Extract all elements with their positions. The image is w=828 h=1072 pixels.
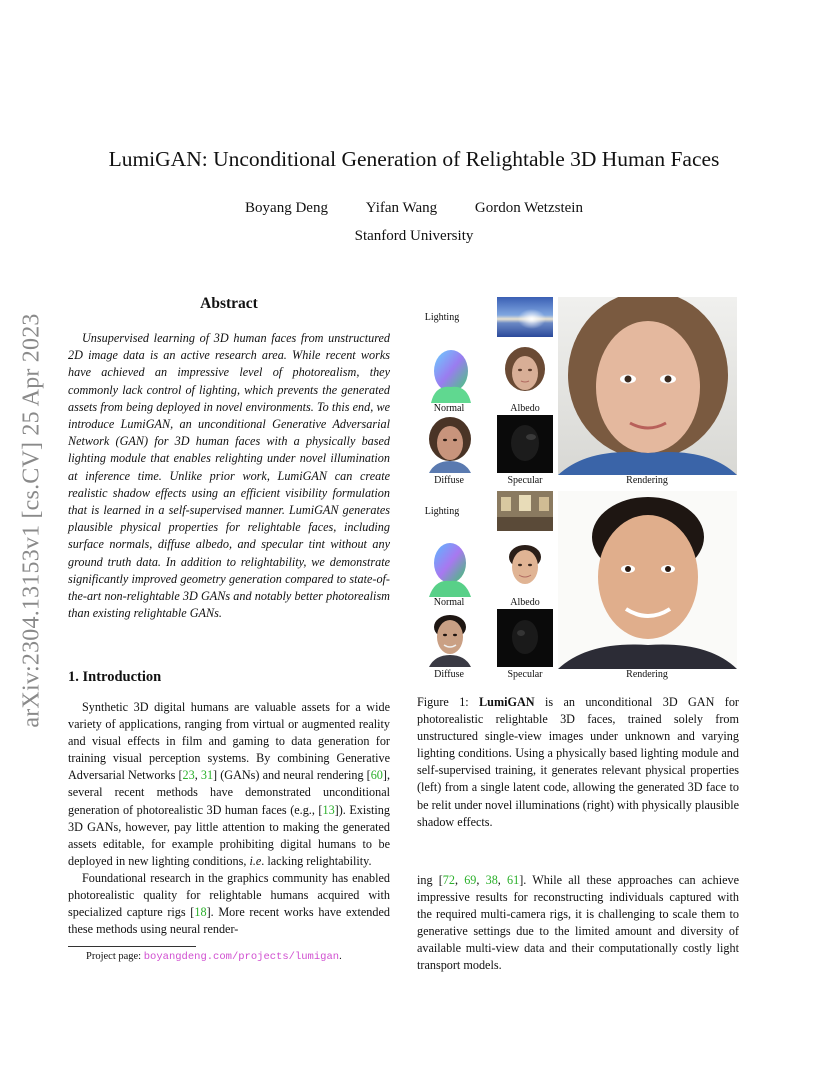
label-albedo-top: Albedo	[510, 403, 540, 414]
diffuse-map-bottom	[421, 609, 479, 667]
citation-link[interactable]: 60	[370, 768, 383, 783]
author-list	[0, 200, 828, 217]
albedo-map-top	[497, 345, 553, 403]
citation-link[interactable]: 38	[485, 873, 498, 887]
intro-body	[68, 699, 390, 938]
rendering-top	[558, 297, 737, 475]
label-specular-bottom: Specular	[507, 669, 543, 680]
citation-link[interactable]: 72	[442, 873, 455, 887]
author-3: Gordon Wetzstein	[474, 200, 583, 216]
envmap-bottom	[497, 491, 553, 531]
figure-1	[417, 295, 739, 685]
albedo-map-bottom	[497, 539, 553, 597]
label-lighting-bottom: Lighting	[424, 506, 460, 517]
envmap-top	[497, 297, 553, 337]
paper-title: LumiGAN: Unconditional Generation of Relightable 3D Human Faces	[108, 147, 720, 171]
diffuse-map-top	[421, 415, 479, 473]
citation-link[interactable]: 23	[182, 768, 195, 783]
intro-heading: 1. Introduction	[68, 669, 162, 685]
label-rendering-bottom: Rendering	[626, 669, 668, 680]
author-1: Boyang Deng	[245, 200, 328, 216]
label-rendering-top: Rendering	[626, 475, 668, 486]
arxiv-stamp: arXiv:2304.13153v1 [cs.CV] 25 Apr 2023	[18, 312, 45, 728]
label-normal-top: Normal	[433, 403, 465, 414]
normal-map-bottom	[421, 539, 479, 597]
label-normal-bottom: Normal	[433, 597, 465, 608]
footnote-rule	[68, 946, 196, 947]
abstract-heading: Abstract	[200, 295, 258, 312]
label-lighting-top: Lighting	[424, 312, 460, 323]
right-column-text: ing [72, 69, 38, 61]. While all these approaches can achieve impressive results for reconstructing individuals captured with the required multi-camera rigs, it is challenging to scale them to generative settings due to the limited amount and diversity of available multi-view data and their computationally costly light transport models.	[417, 873, 740, 973]
abstract-text: Unsupervised learning of 3D human faces from unstructured 2D image data is an active research area. While recent works have achieved an impressive level of photorealism, they commonly lack control of lighting, which prevents the generated assets from being deployed in novel environments. To this end, we introduce LumiGAN, an unconditional Generative Adversarial Network (GAN) for 3D human faces with a physically based lighting module that enables relighting under novel illumination at inference time. Unlike prior work, LumiGAN can create realistic shadow effects using an efficient visibility formulation that is learned in a self-supervised manner. LumiGAN generates plausible physical properties for relightable faces, including surface normals, diffuse albedo, and specular tint without any ground truth data. In addition to relightability, we demonstrate significantly improved geometry generation compared to state-of-the-art non-relightable 3D GANs and notably better photorealism than existing relightable GANs.	[68, 331, 390, 621]
footnote: Project page: boyangdeng.com/projects/lumigan.	[86, 951, 342, 963]
citation-link[interactable]: 13	[322, 802, 335, 817]
citation-link[interactable]: 31	[200, 768, 214, 783]
specular-map-top	[497, 415, 553, 473]
figure-caption: Figure 1: LumiGAN is an unconditional 3D GAN for photorealistic relightable 3D faces, trained solely from unstructured single-view images under unknown and varying lighting conditions. Using a physically based lighting module and self-supervised training, it generates relevant physical properties (left) from a single latent code, allowing the generated 3D face to be relit under novel illuminations (right) with physically plausible shadow effects.	[417, 695, 739, 829]
rendering-bottom	[558, 491, 737, 669]
intro-paragraph-2: Foundational research in the graphics community has enabled photorealistic quality for relightable humans acquired with specialized capture rigs [18]. More recent works have extended these methods using neural render-	[68, 870, 390, 937]
normal-map-top	[421, 345, 479, 403]
citation-link[interactable]: 18	[194, 905, 207, 920]
author-2: Yifan Wang	[365, 200, 438, 216]
label-diffuse-bottom: Diffuse	[434, 669, 464, 680]
citation-link[interactable]: 61	[507, 873, 520, 887]
label-albedo-bottom: Albedo	[510, 597, 540, 608]
intro-paragraph-1: Synthetic 3D digital humans are valuable assets for a wide variety of applications, ranging from virtual or augmented reality and visual effects in film and gaming to data generation for training visual perception systems. By combining Generative Adversarial Networks [23, 31] (GANs) and neural rendering [60], several recent methods have demonstrated unconditional generation of photorealistic 3D human faces (e.g., [13]). Existing 3D GANs, however, pay little attention to making the generated assets editable, for example prohibiting digital humans to be deployed in new lighting conditions, i.e. lacking relightability.	[68, 700, 390, 868]
affiliation: Stanford University	[354, 228, 474, 244]
label-specular-top: Specular	[507, 475, 543, 486]
label-diffuse-top: Diffuse	[434, 475, 464, 486]
project-url-link[interactable]: boyangdeng.com/projects/lumigan	[143, 951, 340, 963]
citation-link[interactable]: 69	[464, 873, 477, 887]
specular-map-bottom	[497, 609, 553, 667]
